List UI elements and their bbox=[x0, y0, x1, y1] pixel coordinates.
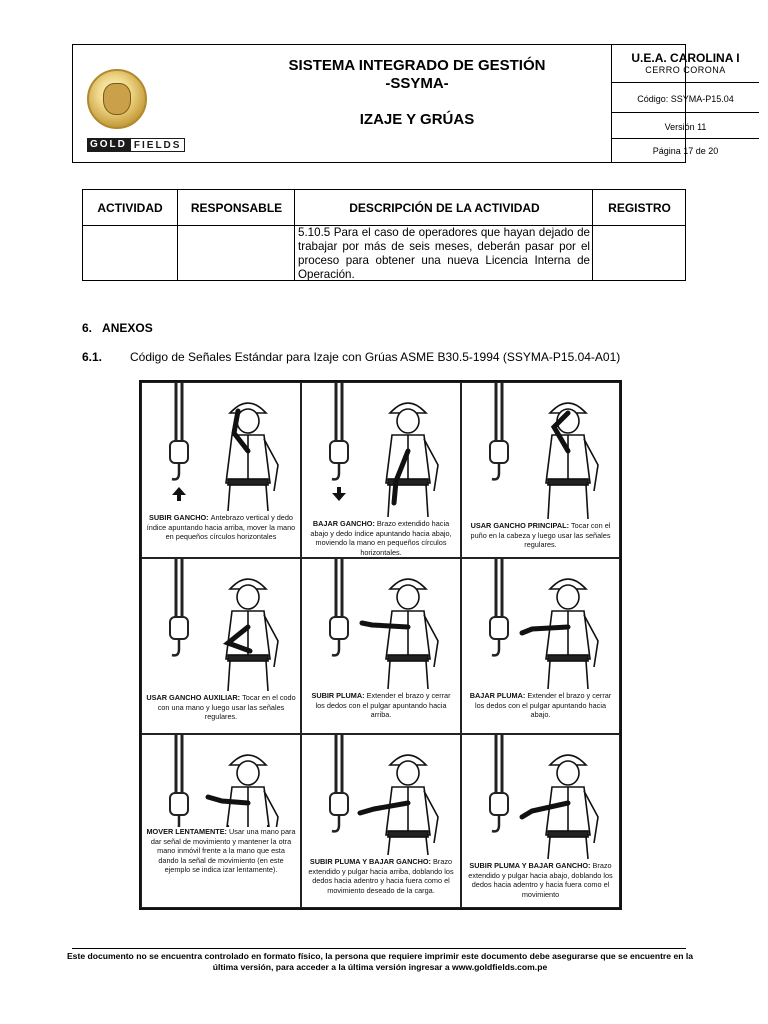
crane-operator-illustration bbox=[302, 559, 461, 691]
header-title-block bbox=[223, 45, 611, 162]
col-header-responsable: RESPONSABLE bbox=[190, 200, 283, 215]
signal-title: USAR GANCHO PRINCIPAL: bbox=[470, 521, 572, 530]
activity-table bbox=[82, 189, 686, 281]
signal-caption bbox=[146, 827, 296, 875]
signal-cell bbox=[301, 558, 461, 734]
system-title: SISTEMA INTEGRADO DE GESTIÓN -SSYMA- bbox=[288, 57, 546, 92]
signal-description: Extender el brazo y cerrar los dedos con el pulgar apuntando hacia abajo. bbox=[474, 691, 612, 719]
signal-cell bbox=[461, 734, 620, 908]
document-header bbox=[72, 44, 740, 163]
signal-description: Brazo extendido hacia abajo y dedo índice apuntando hacia abajo, moviendo la mano en pequeños círculos horizontales. bbox=[310, 519, 452, 557]
signal-title: BAJAR PLUMA: bbox=[469, 691, 528, 700]
signal-title: MOVER LENTAMENTE: bbox=[146, 827, 230, 836]
section-6-1-heading: 6.1. Código de Señales Estándar para Izaje con Grúas ASME B30.5-1994 (SSYMA-P15.04-A01) bbox=[82, 350, 621, 364]
crane-operator-illustration bbox=[142, 735, 301, 827]
unit-cell: U.E.A. CAROLINA I CERRO CORONA bbox=[612, 45, 759, 83]
col-header-actividad: ACTIVIDAD bbox=[97, 200, 163, 215]
crane-operator-illustration bbox=[462, 559, 620, 691]
signal-cell bbox=[141, 558, 301, 734]
signal-caption bbox=[146, 693, 296, 722]
signal-caption bbox=[146, 513, 296, 542]
signal-title: SUBIR GANCHO: bbox=[149, 513, 211, 522]
lion-emblem-icon bbox=[87, 69, 147, 129]
crane-operator-illustration bbox=[462, 383, 620, 521]
signal-description: Brazo extendido y pulgar hacia abajo, doblando los dedos hacia adentro y hacia fuera como el movimiento bbox=[468, 861, 613, 899]
signal-description: Antebrazo vertical y dedo índice apuntando hacia arriba, mover la mano en pequeños círculos horizontales bbox=[146, 513, 296, 541]
signal-description: Tocar en el codo con una mano y luego usar las señales regulares. bbox=[157, 693, 296, 721]
signal-caption bbox=[306, 857, 456, 895]
signal-caption bbox=[466, 861, 615, 899]
signal-title: BAJAR GANCHO: bbox=[312, 519, 377, 528]
signal-caption bbox=[306, 691, 456, 720]
signal-cell bbox=[461, 382, 620, 558]
signal-caption bbox=[306, 519, 456, 557]
signal-cell bbox=[141, 382, 301, 558]
company-logo bbox=[73, 45, 223, 162]
col-header-descripcion: DESCRIPCIÓN DE LA ACTIVIDAD bbox=[349, 200, 540, 215]
signal-description: Extender el brazo y cerrar los dedos con el pulgar apuntando hacia arriba. bbox=[315, 691, 451, 719]
document-title: IZAJE Y GRÚAS bbox=[359, 111, 475, 128]
signal-description: Tocar con el puño en la cabeza y luego usar las señales regulares. bbox=[470, 521, 611, 549]
signal-title: USAR GANCHO AUXILIAR: bbox=[146, 693, 243, 702]
crane-operator-illustration bbox=[142, 559, 301, 693]
code-cell: Código: SSYMA-P15.04 bbox=[612, 83, 759, 113]
signal-cell bbox=[301, 382, 461, 558]
signal-title: SUBIR PLUMA Y BAJAR GANCHO: bbox=[309, 857, 434, 866]
signal-caption bbox=[466, 691, 615, 720]
page-cell: Página 17 de 20 bbox=[652, 146, 719, 156]
logo-wordmark: GOLD FIELDS bbox=[87, 138, 185, 152]
signal-title: SUBIR PLUMA: bbox=[311, 691, 367, 700]
table-row-description: 5.10.5 Para el caso de operadores que hayan dejado de trabajar por más de seis meses, deberán pasar por el proceso para obtener una nueva Licencia Interna de Operación. bbox=[298, 226, 590, 281]
crane-operator-illustration bbox=[302, 735, 461, 857]
crane-operator-illustration bbox=[302, 383, 461, 519]
signal-caption bbox=[466, 521, 615, 550]
crane-operator-illustration bbox=[462, 735, 620, 861]
crane-signals-figure bbox=[139, 380, 622, 910]
version-cell: Versión 11 bbox=[612, 113, 759, 139]
signal-description: Usar una mano para dar señal de movimiento y mantener la otra mano inmóvil frente a la mano que esta dando la señal de movimiento (en este ejemplo se indica izar lentamente). bbox=[150, 827, 296, 874]
signal-cell bbox=[301, 734, 461, 908]
crane-operator-illustration bbox=[142, 383, 301, 513]
col-header-registro: REGISTRO bbox=[608, 200, 671, 215]
signal-cell bbox=[461, 558, 620, 734]
signal-description: Brazo extendido y pulgar hacia arriba, doblando los dedos hacia adentro y hacia fuera como el movimiento deseado de la carga. bbox=[308, 857, 454, 895]
signal-cell bbox=[141, 734, 301, 908]
footer-note: Este documento no se encuentra controlado en formato físico, la persona que requiere imprimir este documento debe asegurarse que se encuentre en la última versión, para acceder a la última versión ingresar a www.goldfields.com.pe bbox=[66, 951, 694, 972]
section-6-heading: 6. ANEXOS bbox=[82, 321, 153, 335]
signal-title: SUBIR PLUMA Y BAJAR GANCHO: bbox=[469, 861, 593, 870]
